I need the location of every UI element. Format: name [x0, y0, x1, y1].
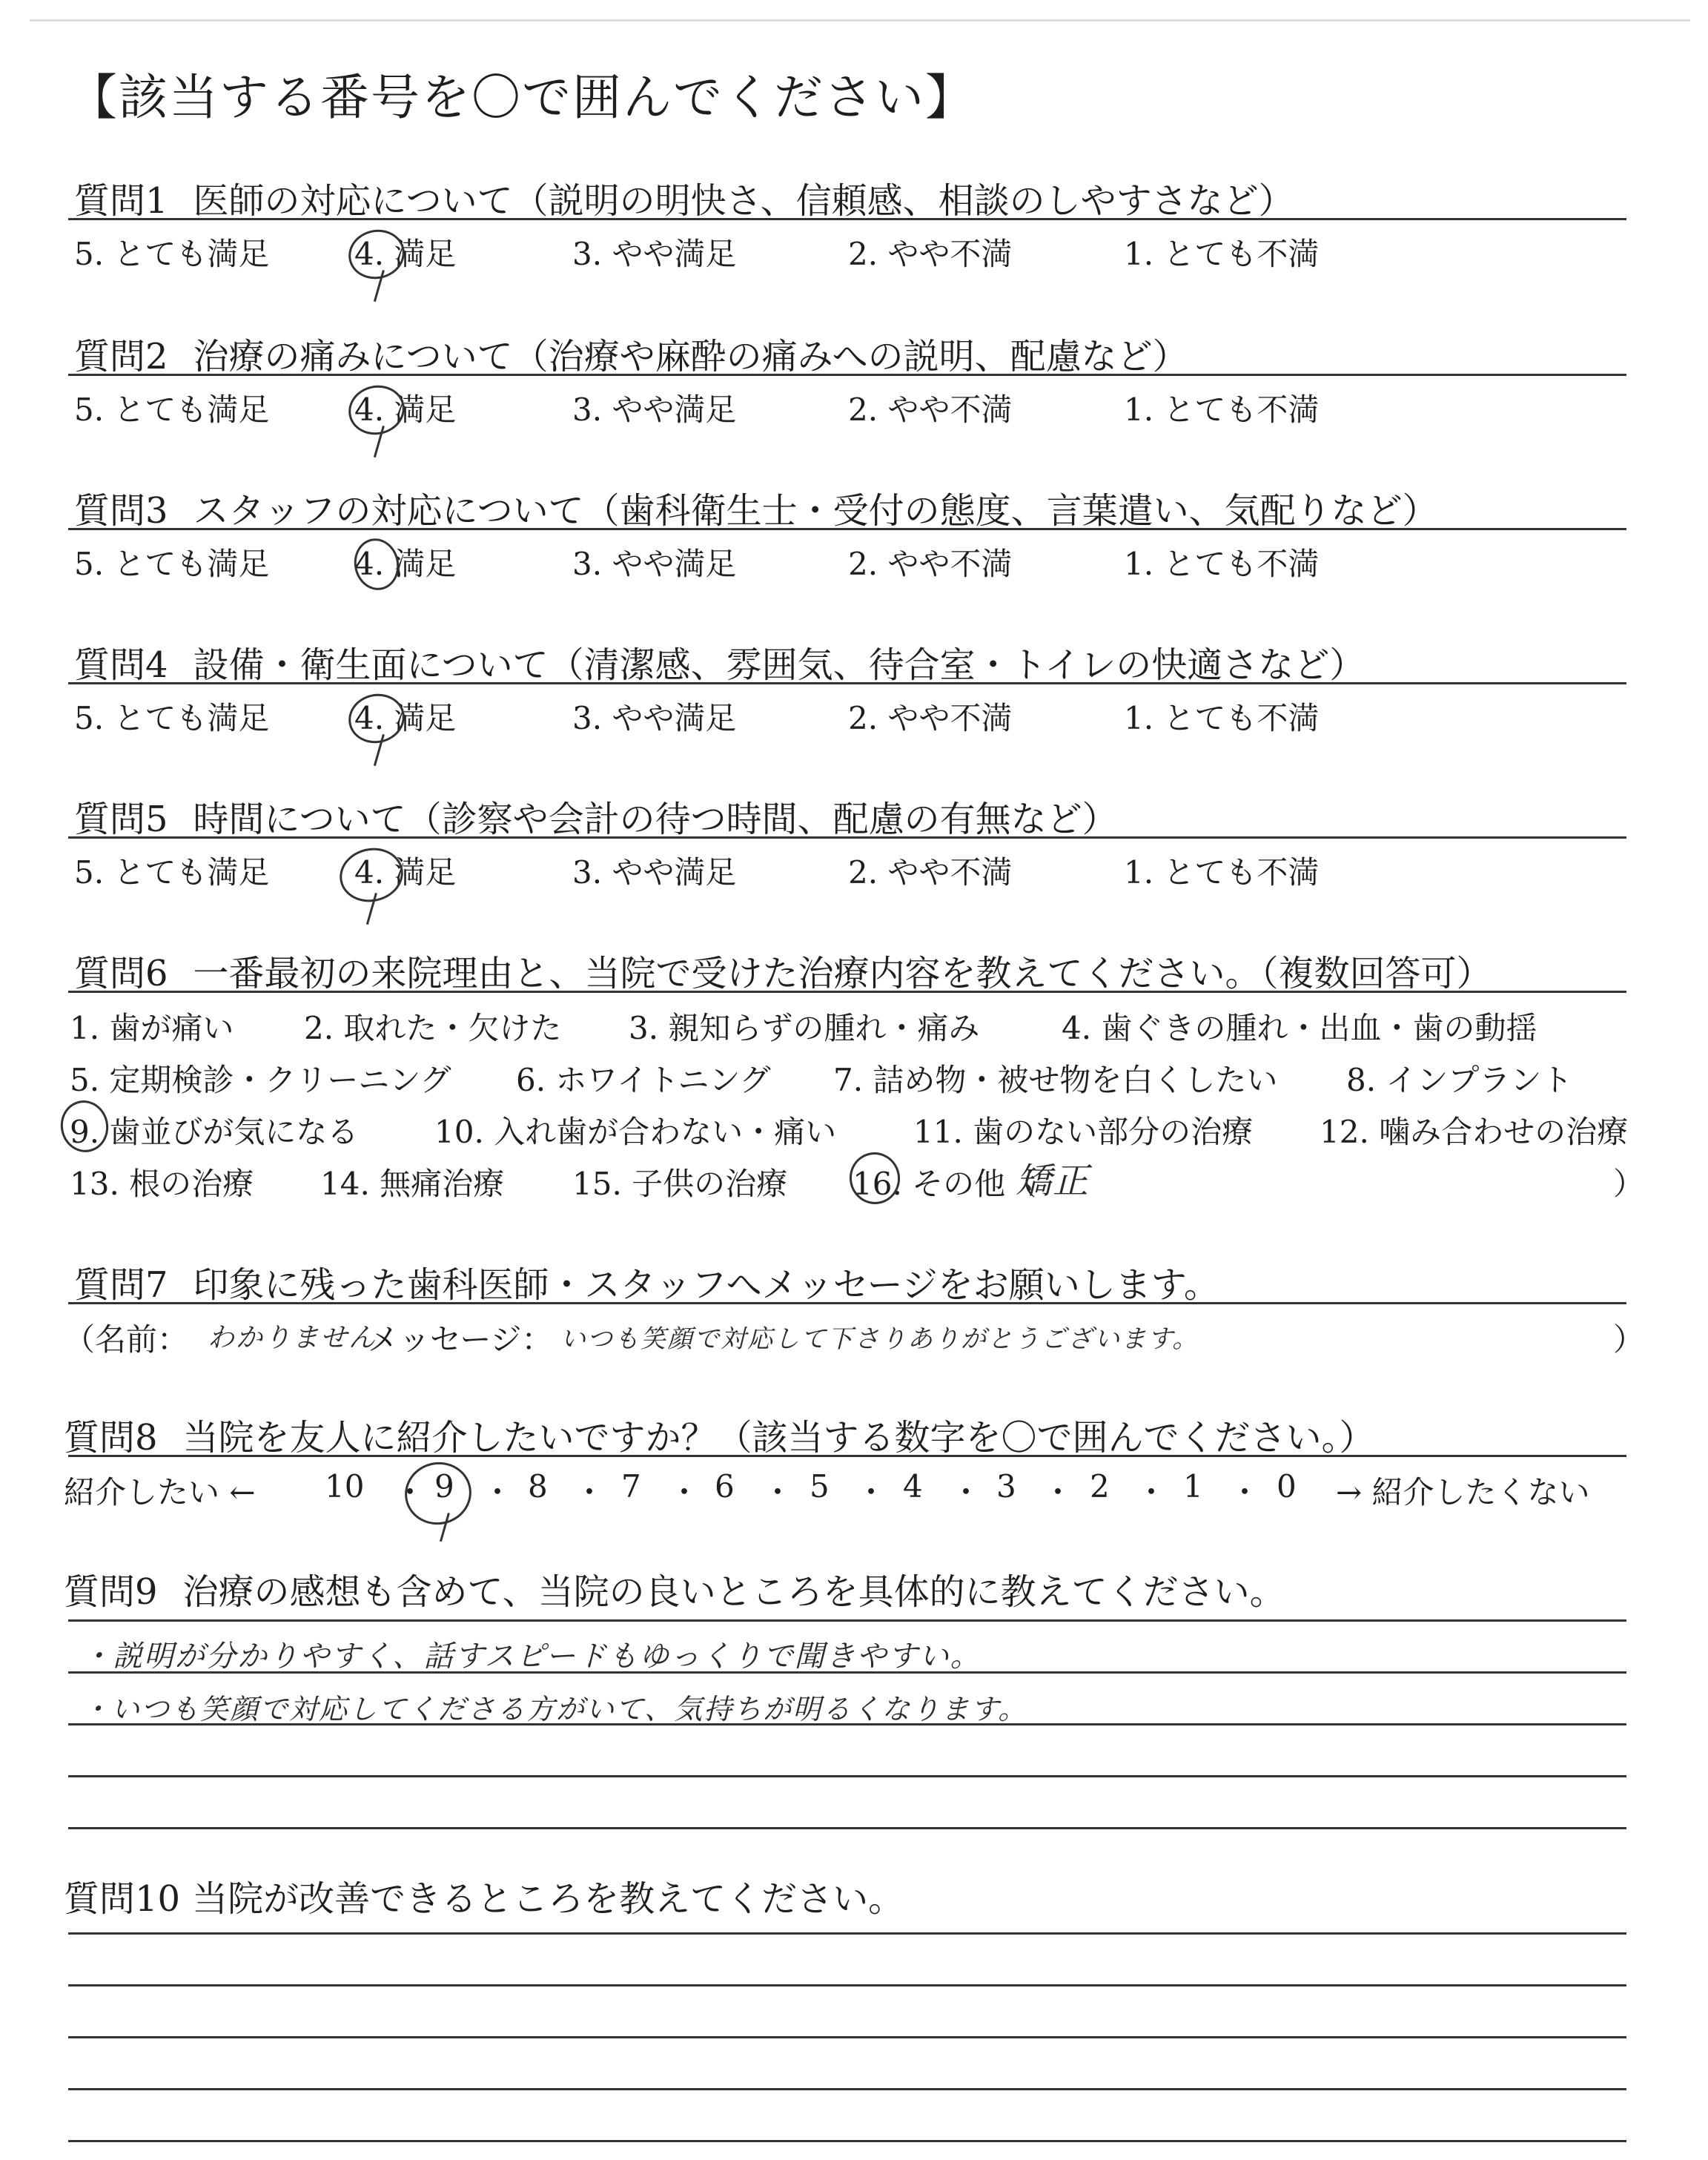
question-heading — [74, 172, 1294, 223]
option-2[interactable]: 2. やや不満 — [848, 700, 1013, 736]
question-label: 質問10 — [64, 1878, 181, 1920]
question-heading — [74, 328, 1188, 379]
option-4[interactable]: 4. 満足 — [354, 854, 457, 891]
question-heading — [64, 1409, 1375, 1460]
scale-right-label: → 紹介したくない — [1336, 1474, 1590, 1510]
heading-rule — [68, 836, 1626, 839]
answer-line — [68, 1619, 1626, 1622]
option-5[interactable]: 5. とても満足 — [74, 546, 270, 582]
scan-edge-line — [30, 19, 1690, 22]
close-paren: ） — [1613, 1321, 1645, 1358]
scale-separator: ・ — [1229, 1474, 1261, 1510]
scale-separator: ・ — [855, 1474, 887, 1510]
treatment-option[interactable]: 16. その他（ — [853, 1166, 1037, 1202]
scale-separator: ・ — [482, 1474, 514, 1510]
option-3[interactable]: 3. やや満足 — [572, 700, 737, 736]
scale-separator: ・ — [669, 1474, 701, 1510]
question-text: 当院を友人に紹介したいですか？（該当する数字を〇で囲んでください。） — [182, 1417, 1375, 1459]
scale-separator: ・ — [1042, 1474, 1074, 1510]
option-4[interactable]: 4. 満足 — [354, 700, 457, 736]
treatment-option[interactable]: 8. インプラント — [1346, 1062, 1573, 1098]
answer-line — [68, 1932, 1626, 1935]
scale-separator: ・ — [950, 1474, 982, 1510]
option-1[interactable]: 1. とても不満 — [1124, 700, 1320, 736]
other-handwritten: 矯正 — [1016, 1160, 1090, 1202]
option-4[interactable]: 4. 満足 — [354, 546, 457, 582]
option-1[interactable]: 1. とても不満 — [1124, 236, 1320, 272]
heading-rule — [68, 218, 1626, 220]
treatment-option[interactable]: 9. 歯並びが気になる — [70, 1114, 359, 1150]
option-2[interactable]: 2. やや不満 — [848, 236, 1013, 272]
option-2[interactable]: 2. やや不満 — [848, 546, 1013, 582]
scale-separator: ・ — [762, 1474, 794, 1510]
form-title: 【該当する番号を〇で囲んでください】 — [68, 69, 976, 126]
scale-value[interactable]: 8 — [528, 1468, 548, 1505]
question-label: 質問5 — [74, 799, 168, 840]
answer-line — [68, 1775, 1626, 1777]
treatment-option[interactable]: 7. 詰め物・被せ物を白くしたい — [833, 1062, 1278, 1098]
option-2[interactable]: 2. やや不満 — [848, 392, 1013, 428]
treatment-option[interactable]: 4. 歯ぐきの腫れ・出血・歯の動揺 — [1062, 1010, 1537, 1046]
option-3[interactable]: 3. やや満足 — [572, 236, 737, 272]
treatment-option[interactable]: 13. 根の治療 — [70, 1166, 254, 1202]
question-label: 質問3 — [74, 490, 168, 532]
scale-separator: ・ — [574, 1474, 606, 1510]
heading-rule — [68, 682, 1626, 684]
answer-handwritten-1: ・説明が分かりやすく、話すスピードもゆっくりで聞きやすい。 — [82, 1639, 982, 1674]
message-label: メッセージ： — [368, 1321, 553, 1358]
option-5[interactable]: 5. とても満足 — [74, 392, 270, 428]
question-heading — [74, 482, 1438, 533]
answer-line — [68, 1827, 1626, 1829]
answer-handwritten-2: ・いつも笑顔で対応してくださる方がいて、気持ちが明るくなります。 — [82, 1693, 1028, 1725]
question-text: 治療の痛みについて（治療や麻酔の痛みへの説明、配慮など） — [193, 336, 1188, 377]
option-4[interactable]: 4. 満足 — [354, 236, 457, 272]
treatment-option[interactable]: 1. 歯が痛い — [70, 1010, 234, 1046]
scale-value[interactable]: 5 — [810, 1468, 830, 1505]
question-text: 当院が改善できるところを教えてください。 — [192, 1878, 904, 1920]
scale-value[interactable]: 9 — [434, 1468, 454, 1505]
option-5[interactable]: 5. とても満足 — [74, 854, 270, 891]
name-label: （名前： — [64, 1321, 189, 1358]
option-5[interactable]: 5. とても満足 — [74, 700, 270, 736]
heading-rule — [68, 374, 1626, 376]
option-1[interactable]: 1. とても不満 — [1124, 854, 1320, 891]
question-text: 時間について（診察や会計の待つ時間、配慮の有無など） — [193, 799, 1118, 840]
treatment-option[interactable]: 6. ホワイトニング — [516, 1062, 771, 1098]
option-3[interactable]: 3. やや満足 — [572, 546, 737, 582]
scale-value[interactable]: 7 — [621, 1468, 641, 1505]
treatment-option[interactable]: 11. 歯のない部分の治療 — [913, 1114, 1254, 1150]
scale-value[interactable]: 10 — [325, 1468, 365, 1505]
scale-value[interactable]: 1 — [1183, 1468, 1203, 1505]
heading-rule — [68, 1302, 1626, 1304]
option-5[interactable]: 5. とても満足 — [74, 236, 270, 272]
question-text: スタッフの対応について（歯科衛生士・受付の態度、言葉遣い、気配りなど） — [193, 490, 1438, 532]
treatment-option[interactable]: 14. 無痛治療 — [320, 1166, 505, 1202]
message-handwritten: いつも笑顔で対応して下さりありがとうございます。 — [560, 1324, 1199, 1354]
question-label: 質問2 — [74, 336, 168, 377]
option-3[interactable]: 3. やや満足 — [572, 392, 737, 428]
close-paren: ） — [1613, 1166, 1645, 1202]
scale-value[interactable]: 4 — [903, 1468, 923, 1505]
question-label: 質問8 — [64, 1417, 158, 1459]
question-text: 一番最初の来院理由と、当院で受けた治療内容を教えてください。（複数回答可） — [193, 953, 1492, 994]
heading-rule — [68, 991, 1626, 993]
scale-value[interactable]: 0 — [1277, 1468, 1297, 1505]
question-text: 設備・衛生面について（清潔感、雰囲気、待合室・トイレの快適さなど） — [193, 644, 1366, 686]
option-1[interactable]: 1. とても不満 — [1124, 392, 1320, 428]
scale-left-label: 紹介したい ← — [64, 1474, 256, 1510]
treatment-option[interactable]: 12. 噛み合わせの治療 — [1320, 1114, 1629, 1150]
question-text: 治療の感想も含めて、当院の良いところを具体的に教えてください。 — [182, 1571, 1285, 1613]
question-label: 質問7 — [74, 1264, 168, 1306]
treatment-option[interactable]: 3. 親知らずの腫れ・痛み — [629, 1010, 980, 1046]
question-heading — [74, 636, 1365, 687]
scale-value[interactable]: 3 — [996, 1468, 1016, 1505]
question-label: 質問4 — [74, 644, 168, 686]
question-text: 印象に残った歯科医師・スタッフへメッセージをお願いします。 — [193, 1264, 1219, 1306]
name-handwritten: わかりません — [208, 1323, 377, 1353]
answer-line — [68, 2140, 1626, 2142]
scale-value[interactable]: 2 — [1090, 1468, 1110, 1505]
heading-rule — [68, 528, 1626, 530]
selection-circle — [399, 1456, 477, 1531]
treatment-option[interactable]: 2. 取れた・欠けた — [304, 1010, 562, 1046]
scale-value[interactable]: 6 — [715, 1468, 735, 1505]
question-heading — [64, 1870, 904, 1921]
question-heading — [74, 945, 1492, 996]
answer-line — [68, 2088, 1626, 2090]
option-2[interactable]: 2. やや不満 — [848, 854, 1013, 891]
option-4[interactable]: 4. 満足 — [354, 392, 457, 428]
question-heading — [74, 790, 1118, 842]
scale-separator: ・ — [394, 1474, 426, 1510]
question-heading — [74, 1256, 1219, 1307]
option-3[interactable]: 3. やや満足 — [572, 854, 737, 891]
option-1[interactable]: 1. とても不満 — [1124, 546, 1320, 582]
treatment-option[interactable]: 10. 入れ歯が合わない・痛い — [434, 1114, 837, 1150]
question-label: 質問9 — [64, 1571, 158, 1613]
answer-line — [68, 1984, 1626, 1986]
scale-separator: ・ — [1136, 1474, 1168, 1510]
question-label: 質問1 — [74, 180, 168, 222]
question-heading — [64, 1563, 1285, 1614]
heading-rule — [68, 1455, 1626, 1457]
treatment-option[interactable]: 15. 子供の治療 — [572, 1166, 788, 1202]
treatment-option[interactable]: 5. 定期検診・クリーニング — [70, 1062, 451, 1098]
question-text: 医師の対応について（説明の明快さ、信頼感、相談のしやすさなど） — [193, 180, 1294, 222]
answer-line — [68, 2036, 1626, 2038]
question-label: 質問6 — [74, 953, 168, 994]
